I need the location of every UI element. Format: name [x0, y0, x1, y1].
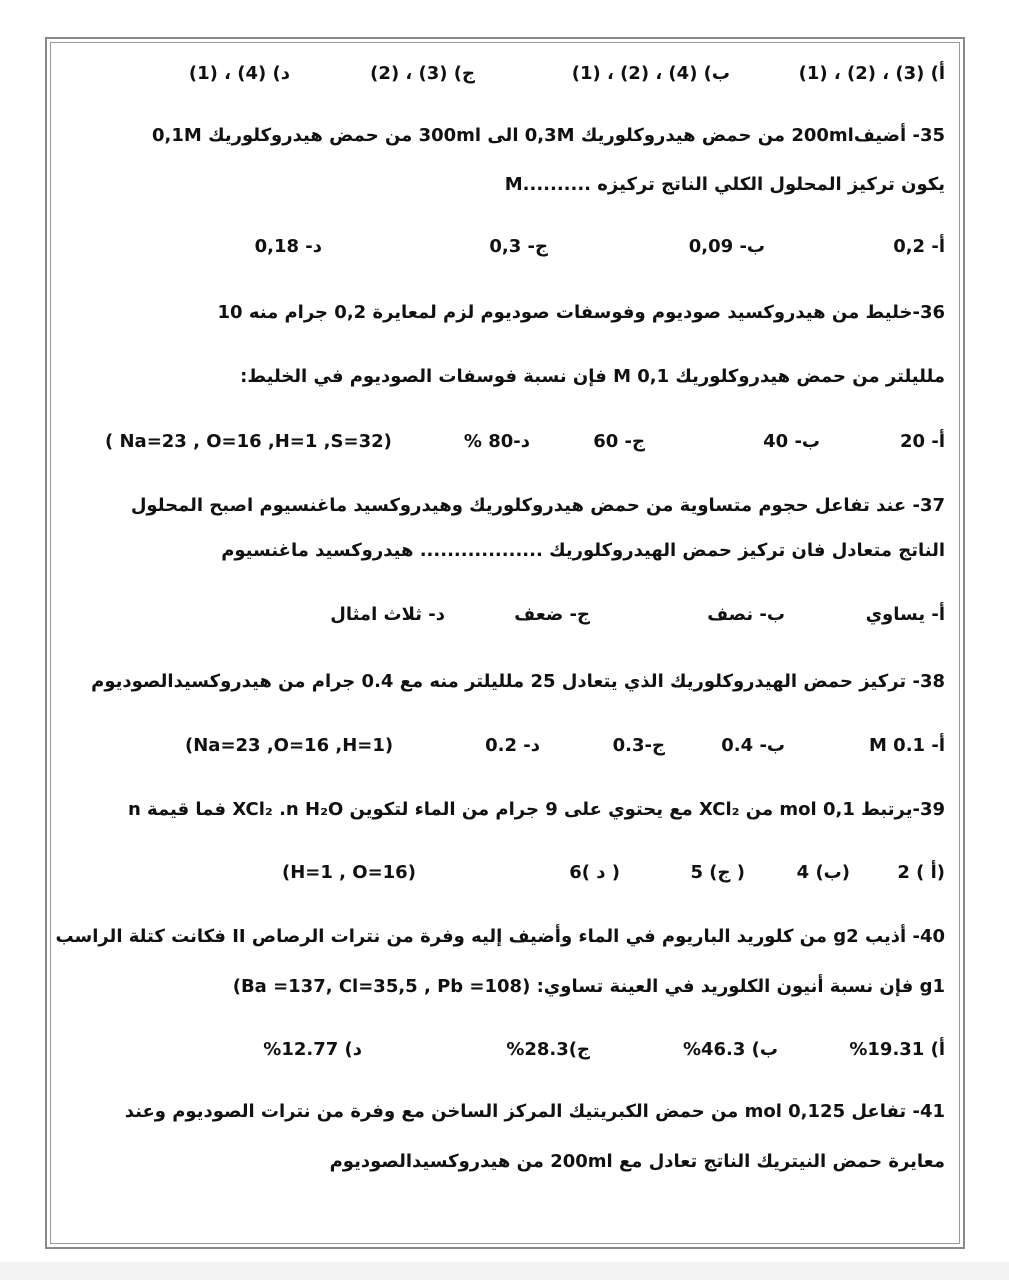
q38-option-c: ج-0.3 — [612, 735, 665, 756]
q36-option-b: ب- 40 — [763, 431, 820, 452]
q35-text-line2: يكون تركيز المحلول الكلي الناتج تركيزه ..........M — [504, 174, 945, 195]
q40-option-d: د) 12.77% — [263, 1039, 362, 1060]
q41-text-line2: معايرة حمض النيتريك الناتج تعادل مع 200ml من هيدروكسيدالصوديوم — [329, 1151, 945, 1172]
q36-option-c: ج- 60 — [593, 431, 645, 452]
q36-option-a: أ- 20 — [900, 431, 945, 452]
q40-option-a: أ) 19.31% — [849, 1039, 945, 1060]
q36-option-d: د-80 % — [463, 431, 530, 452]
q39-constants: (H=1 , O=16) — [282, 862, 416, 883]
q37-option-d: د- ثلاث امثال — [330, 604, 445, 625]
q34-option-b: ب) (4) ، (2) ، (1) — [571, 63, 730, 84]
q40-text-line2: g1 فإن نسبة أنيون الكلوريد في العينة تساوي: (Ba =137, Cl=35,5 , Pb =108) — [232, 976, 945, 997]
q38-constants: (Na=23 ,O=16 ,H=1) — [185, 735, 394, 756]
q37-text-line1: 37- عند تفاعل حجوم متساوية من حمض هيدروكلوريك وهيدروكسيد ماغنسيوم اصبح المحلول — [130, 495, 945, 516]
q35-option-d: د- 0,18 — [254, 236, 322, 257]
q40-option-b: ب) 46.3% — [682, 1039, 778, 1060]
q39-option-c: ( ج) 5 — [690, 862, 745, 883]
q37-text-line2: الناتج متعادل فان تركيز حمض الهيدروكلوريك .................. هيدروكسيد ماغنسيوم — [221, 540, 945, 561]
q38-option-a: أ- M 0.1 — [869, 735, 945, 756]
q38-text-line1: 38- تركيز حمض الهيدروكلوريك الذي يتعادل 25 ملليلتر منه مع 0.4 جرام من هيدروكسيدالصوديوم — [91, 671, 945, 692]
q39-option-b: (ب) 4 — [796, 862, 850, 883]
q36-text-line1: 36-خليط من هيدروكسيد صوديوم وفوسفات صوديوم لزم لمعايرة 0,2 جرام منه 10 — [217, 302, 945, 323]
q37-option-a: أ- يساوي — [865, 604, 945, 625]
q35-text-line1: 35- أضيف200ml من حمض هيدروكلوريك 0,3M الى 300ml من حمض هيدروكلوريك 0,1M — [152, 125, 945, 146]
q41-text-line1: 41- تفاعل 0,125 mol من حمض الكبريتيك المركز الساخن مع وفرة من نترات الصوديوم وعند — [124, 1101, 945, 1122]
q34-option-c: ج) (3) ، (2) — [370, 63, 475, 84]
q35-option-c: ج- 0,3 — [489, 236, 548, 257]
q38-option-b: ب- 0.4 — [721, 735, 785, 756]
q40-option-c: ج)28.3% — [506, 1039, 590, 1060]
q39-option-d: ( د )6 — [569, 862, 620, 883]
q36-text-line2: ملليلتر من حمض هيدروكلوريك M 0,1 فإن نسبة فوسفات الصوديوم في الخليط: — [240, 366, 945, 387]
page-bottom-edge — [0, 1262, 1009, 1280]
q37-option-b: ب- نصف — [707, 604, 785, 625]
q36-constants: ( Na=23 , O=16 ,H=1 ,S=32) — [105, 431, 392, 452]
q40-text-line1: 40- أذيب g2 من كلوريد الباريوم في الماء وأضيف إليه وفرة من نترات الرصاص II فكانت كتلة الراسب — [55, 926, 945, 947]
q39-option-a: (أ ) 2 — [897, 862, 945, 883]
q34-option-d: د) (4) ، (1) — [188, 63, 290, 84]
q38-option-d: د- 0.2 — [485, 735, 540, 756]
q35-option-a: أ- 0,2 — [893, 236, 945, 257]
q34-option-a: أ) (3) ، (2) ، (1) — [798, 63, 945, 84]
q37-option-c: ج- ضعف — [514, 604, 590, 625]
q39-text-line1: 39-يرتبط 0,1 mol من XCl₂ مع يحتوي على 9 جرام من الماء لتكوين XCl₂ .n H₂O فما قيمة n — [127, 799, 945, 820]
page-border-inner — [50, 42, 960, 1244]
q35-option-b: ب- 0,09 — [688, 236, 765, 257]
